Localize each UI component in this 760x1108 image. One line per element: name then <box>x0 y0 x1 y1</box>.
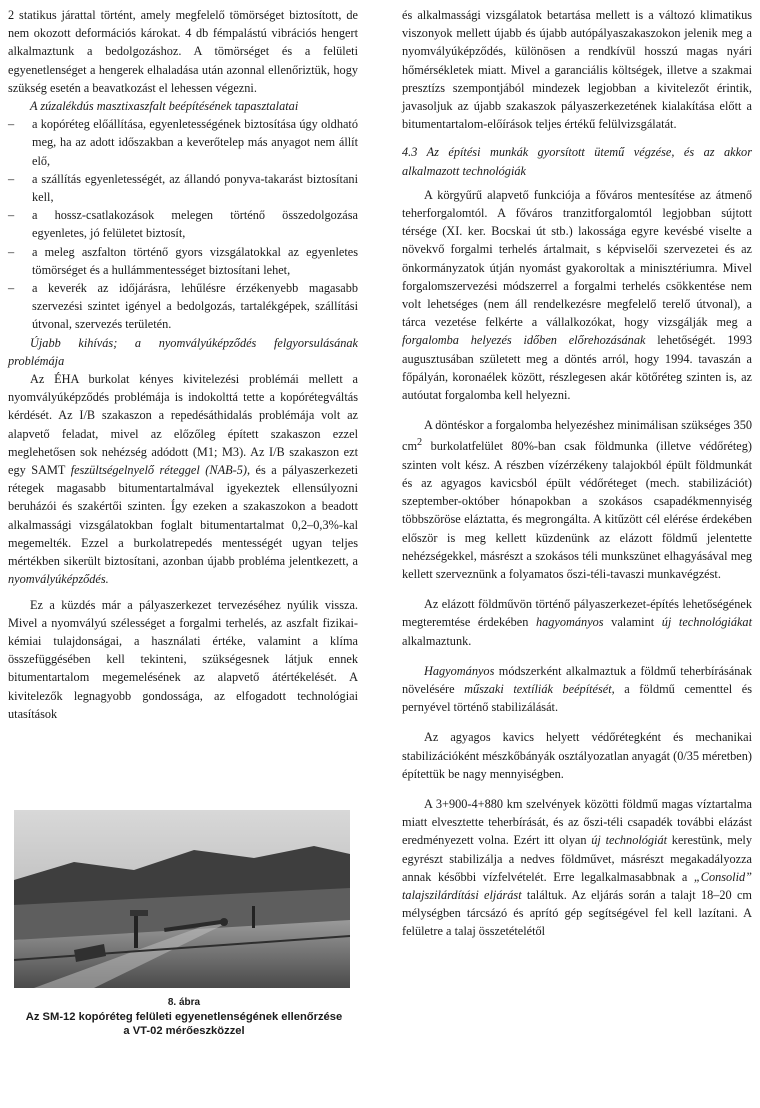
right-column <box>402 6 752 941</box>
list-item: – a hossz-csatlakozások melegen történő összedolgozása egyenletes, jó felületet biztosít, <box>8 208 358 241</box>
caption-line: a VT-02 mérőeszközzel <box>123 1025 245 1037</box>
figure-caption <box>14 996 354 1038</box>
list-item: – a szállítás egyenletességét, az állandó ponyva-takarást biztosítani kell, <box>8 171 358 205</box>
caption-line: Az SM-12 kopóréteg felületi egyenetlenségének ellenőrzése <box>25 1011 343 1023</box>
paragraph: Hagyományos módszerként alkalmaztuk a földmű teherbírásának növelésére műszaki textíliák beépítését, a földmű cementtel és pernyével történő stabilizálását. <box>402 663 752 715</box>
dash-list <box>8 115 358 333</box>
list-item: – a kopóréteg előállítása, egyenletességének biztosítása úgy oldható meg, ha az adott időszakban a keverőtelep más anyagot nem állít elő, <box>8 117 358 168</box>
photo-illustration <box>14 810 350 988</box>
paragraph: A döntéskor a forgalomba helyezéshez minimálisan szükséges 350 $cm^2$ burkolatfelület 80%-ban csak földmunka (illetve védőréteg) szinten volt kész. A részben vízérzékeny talajokból épült földmunkát és az agyagos kavicsból épült védőréteget (mech. stabilizációt) szeptember-október hónapokban a szokásos csapadékmennyiség többszöröse eláztatta, és megrongálta. A kitűzött cél elérése érdekében először is meg kellett küzdenünk az elázott földmű jelentette nehézségekkel, másrészt a szokásos téli munkszünet elhagyásával meg kellett szerveznünk a folyamatos őszi-téli-tavaszi munkavégzést. <box>402 418 752 581</box>
section-heading: 4.3 Az építési munkák gyorsított ütemű végzése, és az akkor alkalmazott technológiák <box>402 145 752 178</box>
subheading: A zúzalékdús masztixaszfalt beépítésének tapasztalatai <box>30 99 299 114</box>
paragraph: Az ÉHA burkolat kényes kivitelezési problémái mellett a nyomvályúképződés problémája is indokolttá tette a kopórétegváltás kérdését. Az I/B szakaszon a repedésáthidalás problémája volt az alapvető feladat, mivel az előzőleg épített szakaszon ezzel meglehetősen sok nehézség adódott (M1; M3). Az I/B szakaszon ezt egy SAMT feszültségelnyelő réteggel (NAB-5), és a pályaszerkezeti rétegek magasabb bitumentartalmával igyekeztek ellensúlyozni beruházói és szakértői szinten. Így ezeken a szakaszokon a beadott alkalmassági vizsgálatokban foglalt bitumentartalmat 0,2–0,3%-kal megemelték. Ezzel a burkolatrepedés mentességét ugyan teljes mértékben sikerült biztosítani, azonban újabb probléma jelentkezett, a nyomvályúképződés. <box>8 372 358 587</box>
paragraph: Ez a küzdés már a pályaszerkezet tervezéséhez nyúlik vissza. Mivel a nyomvályú szélességet a forgalmi terhelés, az aszfalt fizikai-kémiai tulajdonságai, a használati értéke, valamint a klíma összefüggésében kell tekinteni, szükségesnek látjuk ennek bitumentartalom megemelésének az alapvető átértékelését. A kivitelezők legnagyobb gondossága, az elfogadott technológiai utasítások <box>8 597 358 721</box>
figure-number: 8. ábra <box>167 997 201 1008</box>
road-photo <box>14 810 350 988</box>
list-item: – a keverék az időjárásra, lehűlésre érzékenyebb magasabb szervezési szintet igényel a bedolgozás, tartalékgépek, szállítási útvonal, szervezés területén. <box>8 281 358 332</box>
paragraph: A körgyűrű alapvető funkciója a főváros mentesítése az átmenő teherforgalomtól. A főváros tranzitforgalomtól legjobban sújtott térsége (XI. ker. Bocskai út stb.) lakossága egyre kevésbé viselte a növekvő forgalmi terhelés ártalmait, s képviselői szervezetei és az önkormányzatok útján nyomást gyakoroltak a minisztériumra. Mivel forgalomszervezési módszerrel a forgalmi terhelés csökkentése nem volt lehetséges (nem áll rendelkezésre megfelelő terelő útvonal), a tárca vezetése felkérte a vállalkozókat, hogy vizsgálják meg a forgalomba helyezés időben előrehozásának lehetőségét. 1993 augusztusában született meg a döntés arról, hogy 1994. tavaszán a főpályán, koronaélek között, részlegesen akár kötőréteg szinten is, az autóutat forgalomba kell helyezni. <box>402 187 752 403</box>
paragraph: A 3+900-4+880 km szelvények közötti földmű magas víztartalma miatt elvesztette teherbírását, és az őszi-téli csapadék további elázást eredményezett volna. Ezért itt olyan új technológiát kerestünk, mely egyrészt stabilizálja a nedves földművet, másrészt megakadályozza annak későbbi vízfelvételét. Erre legalkalmasabbnak a „Consolid” talajszilárdítási eljárást találtuk. Az eljárás során a talajt 18–20 cm mélységben tárcsázó és aprító gép segítségével fel kell lazítani. A felületre a talaj összetételétől <box>402 797 752 939</box>
subheading: Újabb kihívás; a nyomvályúképződés felgyorsulásának problémája <box>8 335 358 368</box>
paragraph: 2 statikus járattal történt, amely megfelelő tömörséget biztosított, de nem okozott deformációs károkat. 4 db fémpalástú vibrációs hengert alkalmaztunk a bedolgozáshoz. A tömörséget és a felületi egyenetlenséget a hengerek elhaladása után azonnal ellenőriztük, hogy szükség esetén a beavatkozást el lehessen végezni. <box>8 8 358 95</box>
paragraph: Az elázott földművön történő pályaszerkezet-építés lehetőségének megteremtése érdekében hagyományos valamint új technológiákat alkalmaztunk. <box>402 597 753 648</box>
list-item: – a meleg aszfalton történő gyors vizsgálatokkal az egyenletes tömörséget és a hullámmentességet biztosítani lehet, <box>8 244 358 277</box>
paragraph: és alkalmassági vizsgálatok betartása mellett is a változó klimatikus viszonyok mellett újabb és újabb autópályaszakaszokon jelenik meg a nyomvályúképződés, különösen a rendkívül hosszú magas nyári hőmérsékletek miatt. Mivel a garanciális költségek, illetve a szakmai presztízs szempontjából mindezek legjobban a kivitelezőt érintik, javasoljuk az újabb szakaszok pályaszerkezetének kialakítása előtt a bitumentartalom-előírások teljes értékű felülvizsgálatát. <box>402 8 752 132</box>
paragraph: Az agyagos kavics helyett védőrétegként és mechanikai stabilizációként mészkőbányák osztályozatlan anyagát (0/35 méretben) építettük be nagy mennyiségben. <box>402 730 752 781</box>
left-column <box>8 6 358 723</box>
figure <box>14 810 354 1038</box>
